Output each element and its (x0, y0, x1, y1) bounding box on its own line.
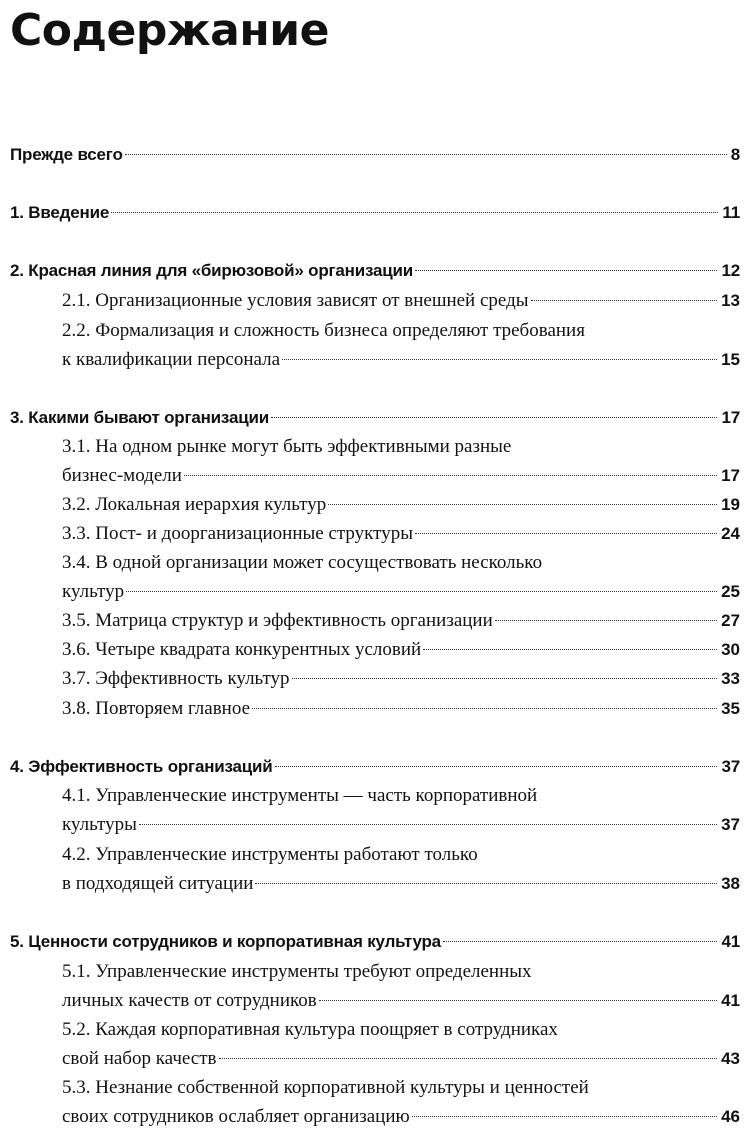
dot-leader (252, 708, 717, 709)
toc-entry-line (62, 957, 740, 986)
toc-section[interactable] (62, 781, 740, 839)
toc-page-number: 12 (721, 261, 740, 280)
dot-leader (271, 417, 718, 418)
dot-leader (531, 300, 718, 301)
toc-entry-title: 4. Эффективность организаций (10, 757, 273, 776)
toc-entry-line (62, 694, 740, 723)
toc-entry-title: 5.1. Управленческие инструменты требуют определенных (62, 961, 532, 982)
toc-section[interactable] (62, 840, 740, 898)
toc-page-number: 17 (721, 408, 740, 427)
toc-section[interactable] (62, 694, 740, 723)
dot-leader (139, 824, 717, 825)
dot-leader (126, 591, 717, 592)
dot-leader (111, 212, 718, 213)
toc-entry-title: 4.1. Управленческие инструменты — часть корпоративной (62, 785, 538, 806)
toc-entry-title: 5.2. Каждая корпоративная культура поощряет в сотрудниках (62, 1019, 558, 1040)
toc-page-number: 17 (721, 466, 740, 485)
toc-entry-line (10, 403, 740, 432)
toc-entry-title: 1. Введение (10, 203, 110, 222)
toc-entry-line (62, 548, 740, 577)
toc-page-number: 37 (721, 815, 740, 834)
toc-chapter[interactable] (10, 198, 740, 227)
toc-section[interactable] (62, 1073, 740, 1131)
toc-page-number: 27 (721, 611, 740, 630)
toc-entry-title: 3.8. Повторяем главное (62, 698, 251, 719)
toc-chapter[interactable] (10, 927, 740, 956)
dot-leader (319, 1000, 717, 1001)
toc-entry-line (62, 519, 740, 548)
toc-page-number: 33 (721, 669, 740, 688)
toc-page-number: 41 (721, 991, 740, 1010)
toc-entry-line (62, 432, 740, 461)
dot-leader (495, 620, 717, 621)
toc-entry-line (62, 840, 740, 869)
toc-entry-title: личных качеств от сотрудников (62, 990, 317, 1011)
dot-leader (415, 533, 717, 534)
toc-section[interactable] (62, 1015, 740, 1073)
toc-entry-title: 5. Ценности сотрудников и корпоративная культура (10, 932, 441, 951)
toc-entry-title: бизнес-модели (62, 465, 182, 486)
dot-leader (184, 475, 717, 476)
toc-chapter[interactable] (10, 752, 740, 781)
toc-section[interactable] (62, 286, 740, 315)
toc-entry-line (62, 286, 740, 315)
toc-entry-line (62, 577, 740, 606)
toc-page-number: 13 (721, 291, 740, 310)
toc-entry-title: 3.3. Пост- и доорганизационные структуры (62, 523, 413, 544)
toc-entry-line (10, 256, 740, 285)
toc-page-number: 25 (721, 582, 740, 601)
toc-entry-title: в подходящей ситуации (62, 873, 254, 894)
dot-leader (443, 941, 718, 942)
toc-entry-title: 4.2. Управленческие инструменты работают только (62, 844, 478, 865)
toc-entry-title: Прежде всего (10, 145, 123, 164)
toc-entry-title: к квалификации персонала (62, 349, 281, 370)
toc-section[interactable] (62, 664, 740, 693)
toc-entry-line (62, 635, 740, 664)
dot-leader (219, 1058, 718, 1059)
dot-leader (328, 504, 717, 505)
toc-section[interactable] (62, 490, 740, 519)
toc-entry-line (10, 198, 740, 227)
toc-entry-line (62, 1044, 740, 1073)
toc-entry-title: 3.7. Эффективность культур (62, 668, 290, 689)
toc-entry-title: 5.3. Незнание собственной корпоративной культуры и ценностей (62, 1077, 589, 1098)
toc-entry-title: 3.2. Локальная иерархия культур (62, 494, 327, 515)
toc-entry-line (62, 986, 740, 1015)
toc-entry-title: 2.2. Формализация и сложность бизнеса определяют требования (62, 320, 585, 341)
toc-entry-line (62, 664, 740, 693)
toc-page-number: 30 (721, 640, 740, 659)
toc-entry-line (62, 316, 740, 345)
toc-entry-title: 3.4. В одной организации может сосуществовать несколько (62, 552, 543, 573)
toc-entry-line (10, 927, 740, 956)
toc-entry-line (62, 869, 740, 898)
toc-entry-line (62, 781, 740, 810)
toc-section[interactable] (62, 606, 740, 635)
toc-entry-title: своих сотрудников ослабляет организацию (62, 1106, 410, 1127)
dot-leader (275, 766, 718, 767)
page-title: Содержание (10, 5, 329, 56)
toc-page-number: 19 (721, 495, 740, 514)
toc-section[interactable] (62, 548, 740, 606)
toc-section[interactable] (62, 635, 740, 664)
toc-chapter[interactable] (10, 140, 740, 169)
toc-entry-line (62, 345, 740, 374)
dot-leader (282, 359, 717, 360)
toc-entry-title: 3.5. Матрица структур и эффективность организации (62, 610, 493, 631)
toc-entry-line (62, 490, 740, 519)
toc-entry-line (62, 606, 740, 635)
toc-page-number: 43 (721, 1049, 740, 1068)
toc-page-number: 8 (730, 145, 740, 164)
dot-leader (415, 270, 717, 271)
toc-entry-title: 3.6. Четыре квадрата конкурентных условий (62, 639, 422, 660)
toc-entry-line (62, 461, 740, 490)
toc-entry-line (62, 810, 740, 839)
dot-leader (423, 649, 717, 650)
toc-page-number: 35 (721, 699, 740, 718)
toc-entry-title: свой набор качеств (62, 1048, 217, 1069)
toc-page-number: 37 (721, 757, 740, 776)
toc-section[interactable] (62, 316, 740, 374)
toc-page-number: 46 (721, 1107, 740, 1126)
toc-entry-title: 2.1. Организационные условия зависят от внешней среды (62, 290, 529, 311)
toc-entry-line (10, 140, 740, 169)
toc-chapter[interactable] (10, 256, 740, 285)
toc-page-number: 38 (721, 874, 740, 893)
toc-page-number: 15 (721, 350, 740, 369)
toc-entry-title: культур (62, 581, 125, 602)
dot-leader (255, 883, 717, 884)
toc-page-number: 24 (721, 524, 740, 543)
dot-leader (292, 678, 718, 679)
dot-leader (412, 1116, 717, 1117)
dot-leader (125, 154, 727, 155)
toc-entry-line (10, 752, 740, 781)
toc-entry-title: 3.1. На одном рынке могут быть эффективными разные (62, 436, 512, 457)
toc-entry-title: 3. Какими бывают организации (10, 408, 269, 427)
toc-section[interactable] (62, 432, 740, 490)
toc-page-number: 11 (722, 203, 740, 222)
toc-entry-line (62, 1102, 740, 1131)
toc-section[interactable] (62, 957, 740, 1015)
toc-section[interactable] (62, 519, 740, 548)
toc-entry-title: 2. Красная линия для «бирюзовой» организации (10, 261, 413, 280)
toc-entry-title: культуры (62, 814, 137, 835)
toc-entry-line (62, 1073, 740, 1102)
toc-entry-line (62, 1015, 740, 1044)
toc-page-number: 41 (721, 932, 740, 951)
toc-chapter[interactable] (10, 403, 740, 432)
